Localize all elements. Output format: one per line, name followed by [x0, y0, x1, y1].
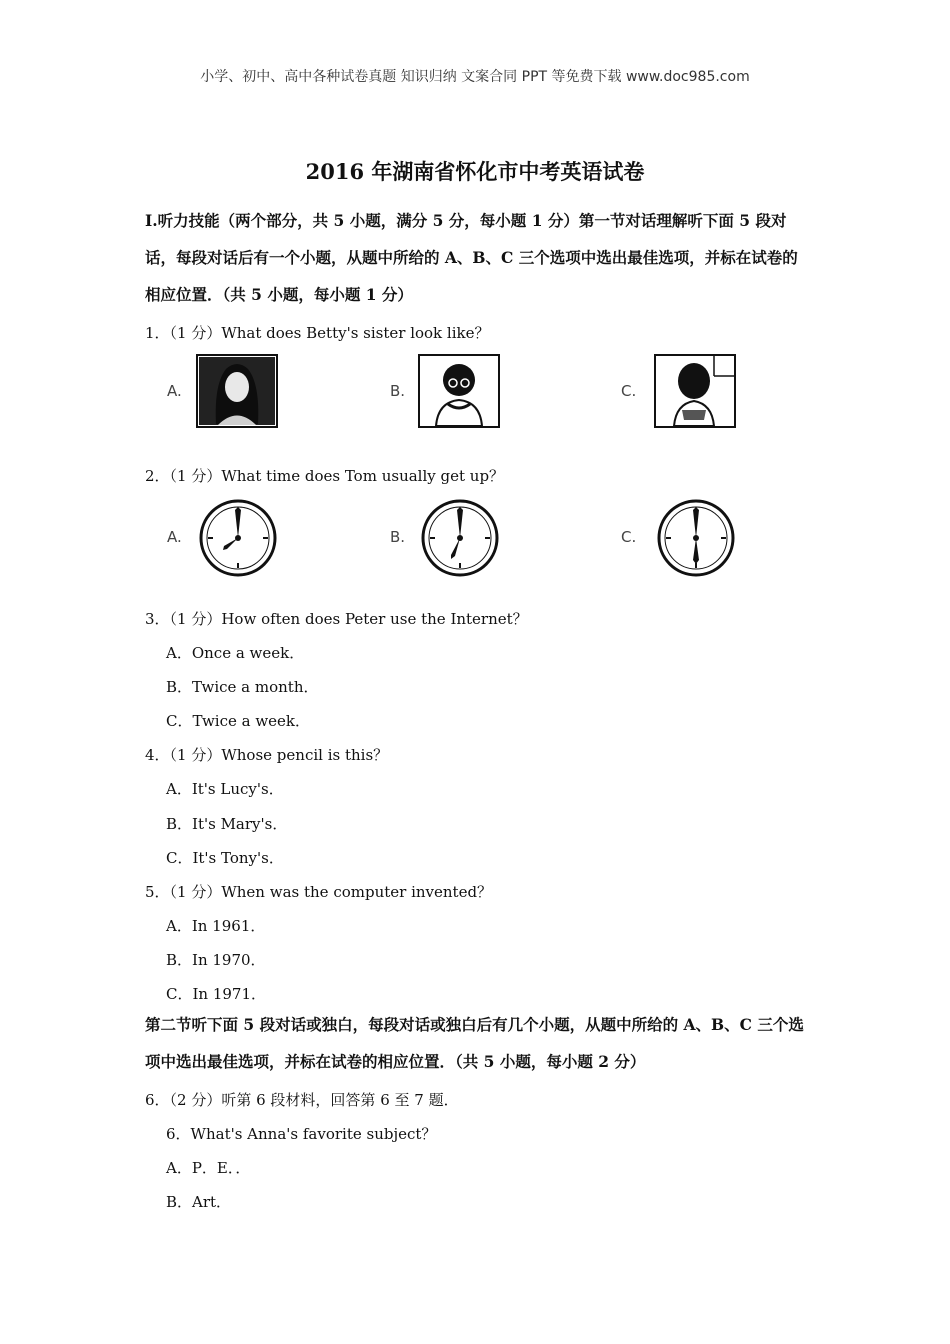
q6-option-b[interactable]: B．Art．	[166, 1193, 232, 1211]
q4-option-a[interactable]: A．It's Lucy's．	[166, 780, 284, 798]
q3-option-b[interactable]: B．Twice a month．	[166, 678, 319, 696]
exam-title: 2016 年湖南省怀化市中考英语试卷	[305, 159, 645, 184]
q2-option-b-label: B.	[390, 528, 406, 546]
q1-option-a-label: A.	[167, 382, 182, 400]
q1-option-c-label: C.	[621, 382, 637, 400]
q5-option-a[interactable]: A．In 1961．	[166, 917, 266, 935]
q5-option-b[interactable]: B．In 1970．	[166, 951, 266, 969]
question-2-stem: 2．（1 分）What time does Tom usually get up？	[145, 467, 505, 485]
q1-picture-short-hair-glasses[interactable]	[418, 354, 500, 428]
q4-option-c[interactable]: C．It's Tony's．	[166, 849, 284, 867]
q2-option-c-label: C.	[621, 528, 637, 546]
question-3-stem: 3．（1 分）How often does Peter use the Internet？	[145, 610, 528, 628]
question-6-stem: 6．（2 分）听第 6 段材料，回答第 6 至 7 题．	[145, 1091, 459, 1109]
section2-intro: 第二节听下面 5 段对话或独白，每段对话或独白后有几个小题，从题中所给的 A、B、C 三个选项中选出最佳选项，并标在试卷的相应位置．（共 5 小题，每小题 2 分）	[145, 1015, 804, 1071]
question-1-stem: 1．（1 分）What does Betty's sister look like？	[145, 324, 490, 342]
q2-clock-seven-oclock[interactable]	[420, 498, 500, 578]
q2-clock-eight-oclock[interactable]	[198, 498, 278, 578]
question-5-stem: 5．（1 分）When was the computer invented？	[145, 883, 493, 901]
q3-option-c[interactable]: C．Twice a week．	[166, 712, 311, 730]
q5-option-c[interactable]: C．In 1971．	[166, 985, 267, 1003]
q3-option-a[interactable]: A．Once a week．	[166, 644, 305, 662]
q6-sub-question: 6．What's Anna's favorite subject？	[166, 1125, 437, 1143]
section1-intro: Ⅰ.听力技能（两个部分，共 5 小题，满分 5 分，每小题 1 分）第一节对话理解听下面 5 段对话，每段对话后有一个小题，从题中所给的 A、B、C 三个选项中选出最佳选项，并标在试卷的相应位置．（共 5 小题，每小题 1 分）	[145, 211, 798, 304]
q6-option-a[interactable]: A．P．E．．	[166, 1159, 251, 1177]
q1-photo-woman-long-hair[interactable]	[196, 354, 278, 428]
q1-option-b-label: B.	[390, 382, 406, 400]
question-4-stem: 4．（1 分）Whose pencil is this？	[145, 746, 389, 764]
q1-picture-dark-hair[interactable]	[654, 354, 736, 428]
q2-clock-six-oclock[interactable]	[656, 498, 736, 578]
q2-option-a-label: A.	[167, 528, 182, 546]
q4-option-b[interactable]: B．It's Mary's．	[166, 815, 288, 833]
page-header: 小学、初中、高中各种试卷真题 知识归纳 文案合同 PPT 等免费下载 www.doc985.com	[200, 69, 750, 85]
